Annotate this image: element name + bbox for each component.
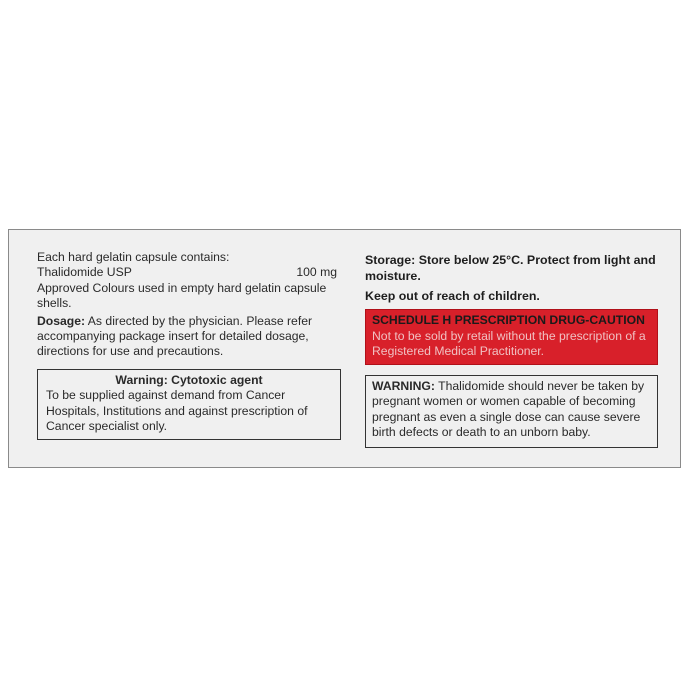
schedule-h-title: SCHEDULE H PRESCRIPTION DRUG-CAUTION: [372, 313, 645, 328]
cytotoxic-warning-box: [37, 369, 341, 441]
storage-instructions: Storage: Store below 25°C. Protect from light and moisture.: [365, 253, 656, 283]
right-column: [365, 252, 658, 448]
pregnancy-warning-text: Thalidomide should never be taken by pregnant women or women capable of becoming pregnant as even a single dose can cause severe birth defects or death to an unborn baby.: [372, 378, 645, 440]
drug-name: Thalidomide USP: [37, 265, 132, 280]
dosage-label: Dosage:: [37, 313, 86, 328]
composition-row: [37, 265, 341, 280]
pregnancy-warning-label: WARNING:: [372, 378, 435, 393]
cytotoxic-warning-text: To be supplied against demand from Cancer Hospitals, Institutions and against prescription of Cancer specialist only.: [46, 388, 308, 434]
pregnancy-warning-box: [365, 375, 658, 448]
schedule-h-box: [365, 309, 658, 364]
composition-heading: Each hard gelatin capsule contains:: [37, 250, 230, 264]
keep-out-of-reach: Keep out of reach of children.: [365, 289, 540, 303]
schedule-h-text: Not to be sold by retail without the prescription of a Registered Medical Practitioner.: [372, 328, 646, 359]
dosage-text: As directed by the physician. Please refer accompanying package insert for detailed dosage, directions for use and precautions.: [37, 313, 313, 359]
dosage-paragraph: [37, 314, 341, 360]
label-panel: [8, 229, 681, 468]
left-column: [37, 250, 341, 440]
drug-dose: 100 mg: [296, 265, 337, 280]
cytotoxic-warning-title: Warning: Cytotoxic agent: [115, 372, 263, 387]
colours-note: Approved Colours used in empty hard gelatin capsule shells.: [37, 280, 327, 311]
